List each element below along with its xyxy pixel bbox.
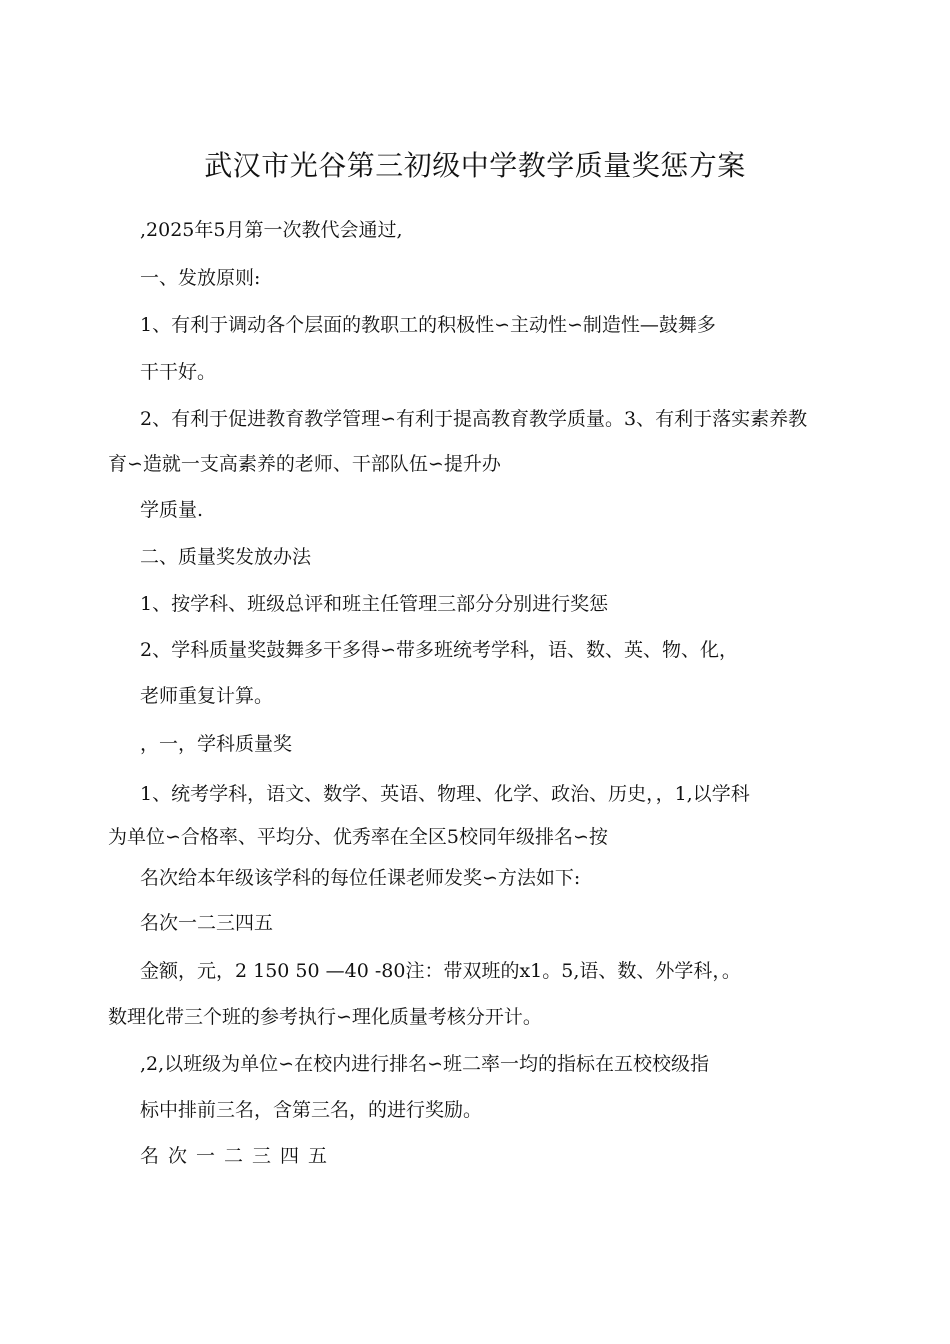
subject-award-1-continuation: 为单位∽合格率、平均分、优秀率在全区5校同年级排名∽按	[108, 826, 608, 848]
section-heading-principles: 一、发放原则:	[140, 267, 261, 289]
method-2-line: 2、学科质量奖鼓舞多干多得∽带多班统考学科，语、数、英、物、化，	[140, 639, 739, 661]
principle-3-end: 学质量.	[140, 499, 204, 521]
method-1-line: 1、按学科、班级总评和班主任管理三部分分别进行奖惩	[140, 593, 609, 615]
subject-award-1-line: 1、统考学科，语文、数学、英语、物理、化学、政治、历史，，1,以学科	[140, 783, 750, 805]
subsection-heading-subject-award: ，一，学科质量奖	[140, 733, 293, 755]
principle-3-continuation: 育∽造就一支高素养的老师、干部队伍∽提升办	[108, 453, 501, 475]
amount-note-continuation: 数理化带三个班的参考执行∽理化质量考核分开计。	[108, 1006, 542, 1028]
principle-1-line: 1、有利于调动各个层面的教职工的积极性∽主动性∽制造性—鼓舞多	[140, 314, 716, 336]
class-ranking-line: ,2,以班级为单位∽在校内进行排名∽班二率一均的指标在五校校级指	[140, 1053, 710, 1075]
section-heading-method: 二、质量奖发放办法	[140, 546, 312, 568]
principle-2-3-line: 2、有利于促进教育教学管理∽有利于提高教育教学质量。3、有利于落实素养教	[140, 408, 808, 430]
subject-award-method-line: 名次给本年级该学科的每位任课老师发奖∽方法如下:	[140, 867, 581, 889]
method-2-continuation: 老师重复计算。	[140, 685, 274, 707]
class-ranking-continuation: 标中排前三名，含第三名，的进行奖励。	[140, 1099, 483, 1121]
rank-header-row-spaced: 名次一二三四五	[140, 1145, 337, 1167]
principle-1-continuation: 干干好。	[140, 361, 217, 383]
document-title: 武汉市光谷第三初级中学教学质量奖惩方案	[204, 149, 746, 182]
amount-row: 金额，元，2 150 50 —40 -80注：带双班的x1。5,语、数、外学科，。	[140, 960, 741, 982]
adoption-note: ,2025年5月第一次教代会通过,	[140, 219, 403, 241]
rank-header-row: 名次一二三四五	[140, 912, 274, 934]
